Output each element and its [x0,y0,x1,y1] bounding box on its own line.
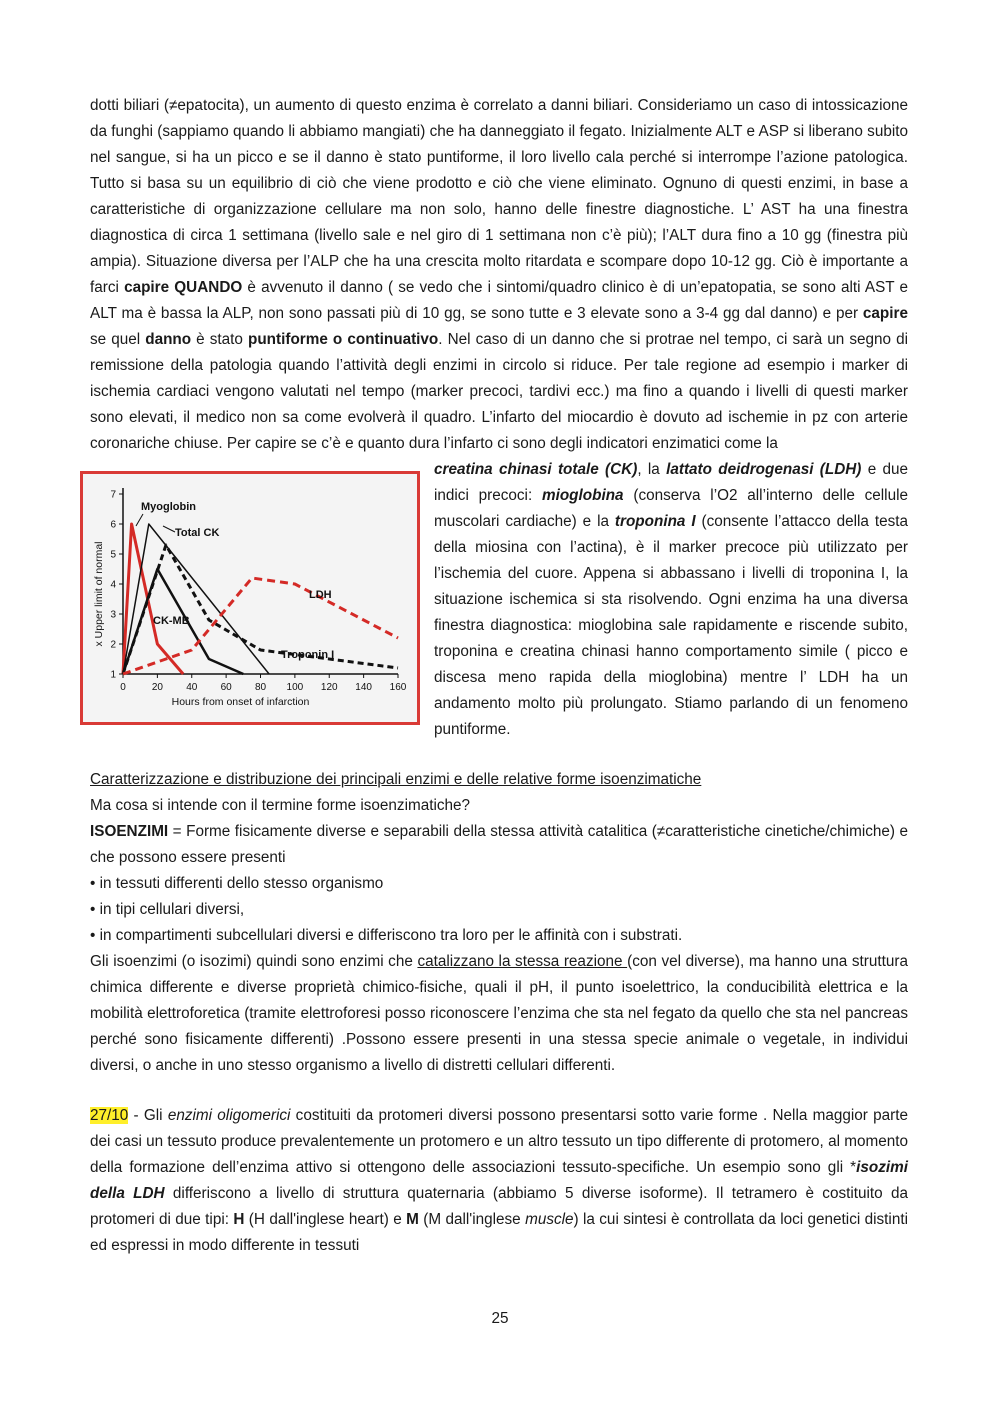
x-tick-label: 80 [254,682,267,693]
x-tick-label: 160 [389,682,407,693]
label-troponin: Troponin I [281,649,335,661]
question-line: Ma cosa si intende con il termine forme isoenzimatiche? [90,797,471,814]
cardiac-markers-chart [83,474,417,722]
x-tick-label: 140 [355,682,372,693]
isoenzimi-definition: ISOENZIMI = Forme fisicamente diverse e separabili della stessa attività catalitica (≠caratteristiche cinetiche/chimiche) e che possono essere presenti [90,823,908,866]
y-tick-label: 2 [110,639,116,651]
label-myoglobin: Myoglobin [141,501,196,513]
label-ldh: LDH [309,589,332,601]
list-item: • in compartimenti subcellulari diversi e differiscono tra loro per le affinità con i substrati. [90,927,683,944]
list-item: • in tessuti differenti dello stesso organismo [90,875,384,892]
x-tick-label: 20 [151,682,163,693]
label-pointer [136,514,143,526]
document-page [90,93,908,1259]
y-tick-label: 1 [110,669,116,681]
y-tick-label: 4 [110,579,116,591]
label-ckmb: CK-MB [153,615,190,627]
label-total-ck: Total CK [175,527,220,539]
date-highlight: 27/10 [90,1107,129,1124]
series-line-total-ck [123,524,269,674]
list-item: • in tipi cellulari diversi, [90,901,245,918]
paragraph-cardiac-markers: creatina chinasi totale (CK), la lattato deidrogenasi (LDH) e due indici precoci: mioglobina (conserva l’O2 all’interno delle cellule muscolari cardiache) e la troponina I (consente l’attacco della testa della miosina con l’actina), è il marker precoce più utilizzato per l’ischemia del cuore. Appena si abbassano i livelli di troponina I, la situazione ischemica si sta risolvendo. Ogni enzima ha una diversa finestra diagnostica: mioglobina sale rapidamente e riscende subito, troponina e creatina chinasi hanno comportamento simile ( picco e discesa meno rapida della mioglobina) mentre l’ LDH ha un andamento molto più prolungato. Stiamo parlando di un fenomeno puntiforme. [434,461,909,738]
paragraph-isoenzimi: Gli isoenzimi (o isozimi) quindi sono enzimi che catalizzano la stessa reazione (con vel diverse), ma hanno una struttura chimica differente e diverse proprietà chimico-fisiche, quali il pH, il punto isoelettrico, la conducibilità elettrica e la mobilità elettroforetica (tramite elettroforesi posso riconoscere l’enzima che sta nel fegato da quello che sta nel pancreas perché sono fisicamente differenti) .Possono essere presenti in una stessa specie animale o vegetale, in individui diversi, o anche in uno stesso organismo a livello di distretti cellulari differenti. [90,953,908,1074]
x-tick-label: 100 [286,682,304,693]
x-tick-label: 40 [186,682,198,693]
x-axis-label: Hours from onset of infarction [171,696,310,708]
label-pointer [163,526,175,532]
series-line-troponin [123,545,398,674]
x-tick-label: 0 [120,682,126,693]
isoenzimi-list [90,871,908,949]
x-tick-label: 120 [320,682,338,693]
page-number: 25 [491,1310,509,1327]
cardiac-markers-figure [80,471,420,725]
paragraph-enzymes-intro: dotti biliari (≠epatocita), un aumento di questo enzima è correlato a danni biliari. Consideriamo un caso di intossicazione da funghi (sappiamo quando li abbiamo mangiati) che ha danneggiato il fegato. Inizialmente ALT e ASP si liberano subito nel sangue, si ha un picco e se il danno è stato puntiforme, il loro livello cala perché si interrompe l’azione patologica. Tutto si basa su un equilibrio di ciò che viene prodotto e ciò che viene eliminato. Ognuno di questi enzimi, in base a caratteristiche di organizzazione cellulare ma non solo, hanno delle finestre diagnostiche. L’ AST ha una finestra diagnostica di circa 1 settimana (livello sale e nel giro di 1 settimana non c’è più); l’ALT dura fino a 10 gg (finestra più ampia). Situazione diversa per l’ALP che ha una crescita molto ritardata e scompare dopo 10-12 gg. Ciò è importante a farci capire QUANDO è avvenuto il danno ( se vedo che i sintomi/quadro clinico è di un’epatopatia, se sono alti AST e ALT ma è bassa la ALP, non sono passati più di 10 gg, se sono tutte e 3 elevate sono a 3-4 gg dal danno) e per capire se quel danno è stato puntiforme o continuativo. Nel caso di un danno che si protrae nel tempo, ci sarà un segno di remissione della patologia quando l’attività degli enzimi in circolo si riduce. Per tale regione ad esempio i marker di ischemia cardiaci vengono valutati nel tempo (marker precoci, tardivi ecc.) ma fino a quando i livelli di questi marker sono elevati, il medico non sa come evolverà il quadro. L’infarto del miocardio è dovuto ad ischemie in pz con arterie coronariche chiuse. Per capire se c’è e quanto dura l’infarto ci sono degli indicatori enzimatici come la [90,97,909,452]
x-tick-label: 60 [220,682,232,693]
y-tick-label: 7 [110,489,116,501]
section-title: Caratterizzazione e distribuzione dei principali enzimi e delle relative forme isoenzimatiche [90,771,702,788]
paragraph-oligomeric: 27/10 - Gli enzimi oligomerici costituiti da protomeri diversi possono presentarsi sotto varie forme . Nella maggior parte dei casi un tessuto produce prevalentemente un protomero e un altro tessuto un tipo differente di protomero, al momento della formazione dell’enzima attivo si ottengono delle associazioni tessuto-specifiche. Un esempio sono gli *isozimi della LDH differiscono a livello di struttura quaternaria (abbiamo 5 diverse isoforme). Il tetramero è costituito da protomeri di due tipi: H (H dall'inglese heart) e M (M dall'inglese muscle) la cui sintesi è controllata da loci genetici distinti ed espressi in modo differente in tessuti [90,1107,909,1254]
y-tick-label: 3 [110,609,116,621]
y-tick-label: 6 [110,519,116,531]
y-tick-label: 5 [110,549,116,561]
y-axis-label: x Upper limit of normal [93,541,105,647]
